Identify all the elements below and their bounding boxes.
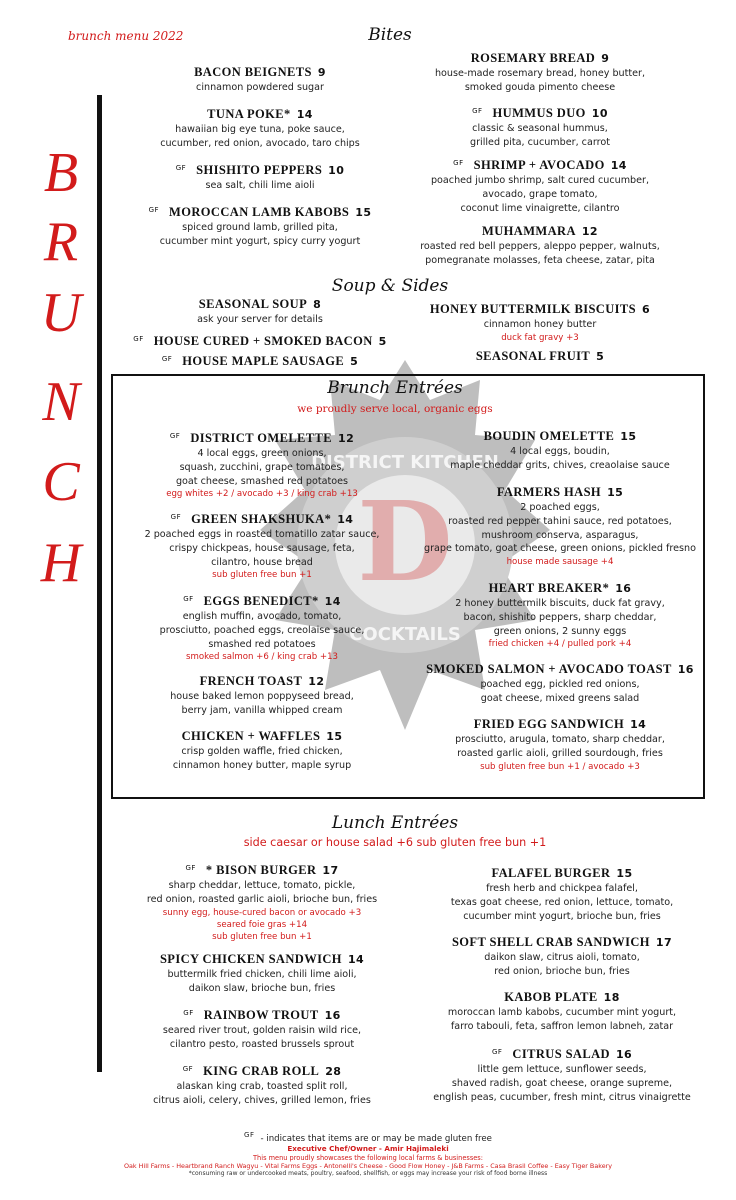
item-price: 15 (326, 730, 343, 743)
item-name: KABOB PLATE (504, 990, 598, 1004)
item-description: cinnamon honey butter (483, 319, 597, 330)
menu-item (110, 331, 410, 350)
item-description: house baked lemon poppyseed bread, (170, 691, 354, 702)
menu-item (112, 860, 412, 943)
item-description: crisp golden waffle, fried chicken, (181, 746, 343, 757)
item-price: 15 (355, 206, 372, 219)
item-description: squash, zucchini, grape tomatoes, (179, 461, 345, 473)
item-description: 2 honey buttermilk biscuits, duck fat gravy, (455, 598, 665, 609)
item-description: cilantro, house bread (211, 556, 313, 568)
menu-item (412, 989, 712, 1034)
item-description: daikon slaw, brioche bun, fries (188, 982, 336, 994)
item-price: 5 (378, 335, 387, 348)
farms-intro: This menu proudly showcases the following local farms & businesses: (253, 1154, 483, 1162)
item-description: classic & seasonal hummus, (472, 123, 608, 134)
side-letter: R (43, 211, 79, 273)
item-price: 16 (677, 663, 694, 676)
item-name-line (410, 716, 710, 733)
item-description: 2 poached eggs in roasted tomatillo zatar sauce, (144, 529, 380, 540)
item-description: crispy chickpeas, house sausage, feta, (169, 542, 355, 554)
item-addon: fried chicken +4 / pulled pork +4 (488, 639, 632, 650)
lunch-note: side caesar or house salad +6 sub gluten free bun +1 (243, 836, 547, 849)
farms-list: Oak Hill Farms - Heartbrand Ranch Wagyu - Vital Farms Eggs - Antonelli's Cheese - Good Flow Honey - J&B Farms - Casa Brasil Coffee - Easy Tiger Bakery (123, 1162, 613, 1170)
item-name-line (112, 728, 412, 745)
item-name-line (410, 484, 710, 501)
menu-item (412, 1044, 712, 1104)
item-price: 14 (630, 718, 647, 731)
item-price: 14 (337, 513, 354, 526)
item-name-line (110, 351, 410, 370)
item-price: 6 (642, 303, 651, 316)
item-description: red onion, roasted garlic aioli, brioche bun, fries (146, 893, 378, 905)
item-description: prosciutto, poached eggs, creolaise sauce, (159, 624, 365, 636)
item-addon: smoked salmon +6 / king crab +13 (185, 652, 339, 663)
gf-marker: GF (185, 864, 196, 872)
menu-item (112, 1061, 412, 1108)
item-name: CHICKEN + WAFFLES (181, 729, 321, 743)
item-name-line (412, 989, 712, 1006)
item-name: MOROCCAN LAMB KABOBS (169, 205, 350, 219)
logo-bottom-text: COCKTAILS (349, 624, 461, 645)
item-description: spiced ground lamb, grilled pita, (182, 222, 338, 233)
menu-item (410, 580, 710, 650)
menu-item (112, 428, 412, 500)
item-price: 18 (603, 991, 620, 1004)
item-price: 14 (347, 953, 365, 966)
menu-item (390, 155, 690, 215)
item-name-line (112, 673, 412, 690)
item-description: cucumber, red onion, avocado, taro chips (160, 137, 360, 149)
item-name: RAINBOW TROUT (203, 1008, 319, 1022)
menu-item (412, 934, 712, 979)
item-name-line (390, 301, 690, 318)
menu-item (110, 106, 410, 151)
item-description: alaskan king crab, toasted split roll, (176, 1081, 348, 1092)
item-name-line (412, 865, 712, 882)
item-name: SMOKED SALMON + AVOCADO TOAST (426, 662, 672, 676)
menu-item (110, 296, 410, 327)
item-description: fresh herb and chickpea falafel, (486, 883, 638, 894)
item-description: avocado, grape tomato, (482, 188, 598, 200)
gf-marker: GF (170, 513, 182, 521)
item-addon: sunny egg, house-cured bacon or avocado +3 (162, 907, 362, 918)
item-description: 4 local eggs, boudin, (510, 446, 610, 457)
menu-item (110, 64, 410, 95)
menu-item (390, 301, 690, 344)
item-name: * BISON BURGER (205, 863, 317, 877)
item-name: SHISHITO PEPPERS (196, 163, 323, 177)
item-name-line (112, 509, 412, 528)
item-name: FRENCH TOAST (199, 674, 303, 688)
side-letter: B (43, 142, 79, 204)
item-name: BACON BEIGNETS (194, 65, 312, 79)
item-addon: sub gluten free bun +1 (212, 931, 312, 942)
gf-marker: GF (244, 1131, 255, 1139)
menu-item (410, 716, 710, 773)
item-price: 15 (620, 430, 637, 443)
item-name: TUNA POKE* (207, 107, 291, 121)
item-description: 2 poached eggs, (520, 502, 600, 513)
item-price: 15 (607, 486, 624, 499)
item-name-line (112, 591, 412, 610)
item-price: 9 (601, 52, 610, 65)
side-letter: U (40, 282, 82, 344)
item-price: 14 (324, 595, 341, 608)
item-addon: duck fat gravy +3 (501, 332, 579, 343)
item-price: 8 (313, 298, 322, 311)
item-description: berry jam, vanilla whipped cream (181, 704, 343, 716)
item-description: prosciutto, arugula, tomato, sharp cheddar, (455, 734, 665, 745)
item-description: farro tabouli, feta, saffron lemon labneh, zatar (450, 1020, 674, 1032)
item-description: grilled pita, cucumber, carrot (470, 136, 610, 148)
gf-marker: GF (453, 159, 464, 167)
item-description: english muffin, avocado, tomato, (182, 611, 342, 622)
item-price: 16 (324, 1009, 341, 1022)
item-price: 14 (296, 108, 313, 121)
item-description: little gem lettuce, sunflower seeds, (477, 1064, 647, 1075)
logo-letter: D (357, 477, 453, 606)
item-name-line (412, 934, 712, 951)
item-description: seared river trout, golden raisin wild rice, (162, 1025, 362, 1036)
item-price: 12 (581, 225, 598, 238)
item-price: 10 (328, 164, 345, 177)
item-name: SHRIMP + AVOCADO (473, 158, 605, 172)
item-name: GREEN SHAKSHUKA* (191, 512, 332, 526)
item-name-line (110, 331, 410, 350)
item-name: MUHAMMARA (482, 224, 576, 238)
chef-credit: Executive Chef/Owner - Amir Hajimaleki (287, 1144, 449, 1153)
side-letter: N (42, 371, 80, 433)
item-name: DISTRICT OMELETTE (190, 431, 333, 445)
item-name-line (110, 202, 410, 221)
gf-marker: GF (161, 355, 173, 363)
menu-item (112, 591, 412, 663)
item-description: roasted red bell peppers, aleppo pepper, walnuts, (420, 241, 660, 252)
menu-item (410, 661, 710, 706)
menu-item (410, 428, 710, 473)
menu-item (390, 223, 690, 268)
side-letter: H (40, 532, 82, 594)
item-name-line (110, 106, 410, 123)
item-price: 5 (596, 350, 605, 363)
item-addon: egg whites +2 / avocado +3 / king crab +13 (166, 489, 358, 500)
item-name-line (390, 223, 690, 240)
item-price: 16 (615, 582, 632, 595)
gf-marker: GF (472, 107, 483, 115)
item-name: SEASONAL FRUIT (475, 349, 591, 363)
item-name: SOFT SHELL CRAB SANDWICH (451, 935, 650, 949)
item-description: ask your server for details (197, 314, 323, 325)
menu-item (112, 728, 412, 773)
section-heading-brunch-entrees: Brunch Entrées (327, 378, 463, 398)
item-description: english peas, cucumber, fresh mint, citrus vinaigrette (433, 1091, 691, 1103)
menu-item (412, 865, 712, 923)
item-name-line (410, 580, 710, 597)
item-price: 9 (317, 66, 326, 79)
item-description: roasted red pepper tahini sauce, red potatoes, (448, 515, 672, 527)
item-description: mushroom conserva, asparagus, (481, 529, 639, 541)
gf-legend (0, 1131, 736, 1144)
item-description: cucumber mint yogurt, brioche bun, fries (463, 910, 661, 922)
item-description: goat cheese, mixed greens salad (480, 692, 640, 704)
item-addon: seared foie gras +14 (216, 919, 308, 930)
section-heading-lunch-entrees: Lunch Entrées (331, 813, 459, 833)
item-description: roasted garlic aioli, grilled sourdough, fries (457, 747, 663, 759)
item-description: cilantro pesto, roasted brussels sprout (169, 1038, 355, 1050)
item-name-line (112, 860, 412, 879)
item-price: 17 (322, 864, 339, 877)
item-description: buttermilk fried chicken, chili lime aioli, (167, 969, 357, 980)
item-description: grape tomato, goat cheese, green onions, pickled fresno (423, 543, 697, 555)
item-price: 10 (591, 107, 608, 120)
item-name: HOUSE CURED + SMOKED BACON (153, 334, 373, 348)
item-description: goat cheese, smashed red potatoes (175, 475, 349, 487)
menu-item (390, 103, 690, 150)
item-addon: sub gluten free bun +1 (212, 570, 312, 581)
item-name-line (112, 951, 412, 968)
gf-marker: GF (183, 1009, 194, 1017)
item-description: smoked gouda pimento cheese (464, 81, 616, 93)
item-name-line (410, 661, 710, 678)
item-description: daikon slaw, citrus aioli, tomato, (484, 952, 640, 963)
item-name-line (112, 428, 412, 447)
vertical-rule (97, 95, 102, 1072)
item-name: EGGS BENEDICT* (203, 594, 319, 608)
item-description: cinnamon honey butter, maple syrup (172, 759, 352, 771)
gf-marker: GF (175, 164, 187, 172)
menu-item (112, 509, 412, 581)
item-name: CITRUS SALAD (512, 1047, 610, 1061)
brunch-note: we proudly serve local, organic eggs (297, 403, 493, 415)
item-name-line (390, 155, 690, 174)
item-name-line (110, 296, 410, 313)
item-price: 14 (610, 159, 627, 172)
item-description: maple cheddar grits, chives, creaolaise sauce (450, 459, 670, 471)
item-price: 12 (308, 675, 325, 688)
food-safety-warning: *consuming raw or undercooked meats, poultry, seafood, shellfish, or eggs may increase your risk of food borne illness (188, 1170, 548, 1177)
section-heading-bites: Bites (368, 25, 412, 45)
gf-marker: GF (148, 206, 160, 214)
item-name: SPICY CHICKEN SANDWICH (159, 952, 342, 966)
logo-top-text: DISTRICT KITCHEN (311, 452, 499, 473)
item-price: 5 (350, 355, 359, 368)
item-name: FALAFEL BURGER (491, 866, 611, 880)
item-description: poached egg, pickled red onions, (480, 679, 640, 690)
item-name-line (390, 50, 690, 67)
item-description: sea salt, chili lime aioli (205, 180, 315, 191)
menu-item (110, 202, 410, 249)
item-description: green onions, 2 sunny eggs (493, 625, 627, 637)
item-name-line (112, 1005, 412, 1024)
menu-item (110, 160, 410, 193)
item-description: cinnamon powdered sugar (196, 82, 324, 93)
item-name: FARMERS HASH (496, 485, 602, 499)
item-description: red onion, brioche bun, fries (494, 965, 630, 977)
gf-marker: GF (491, 1048, 503, 1056)
item-name: BOUDIN OMELETTE (483, 429, 615, 443)
item-name-line (112, 1061, 412, 1080)
item-description: house-made rosemary bread, honey butter, (434, 68, 646, 79)
item-name: HUMMUS DUO (492, 106, 586, 120)
menu-item (112, 673, 412, 718)
item-name-line (390, 103, 690, 122)
item-name-line (410, 428, 710, 445)
item-description: citrus aioli, celery, chives, grilled lemon, fries (153, 1094, 371, 1106)
menu-item (390, 50, 690, 95)
gf-marker: GF (183, 595, 194, 603)
menu-item (410, 484, 710, 568)
item-price: 12 (338, 432, 355, 445)
item-price: 15 (616, 867, 633, 880)
item-description: coconut lime vinaigrette, cilantro (460, 202, 620, 214)
item-description: sharp cheddar, lettuce, tomato, pickle, (168, 880, 356, 891)
item-description: hawaiian big eye tuna, poke sauce, (175, 124, 345, 135)
section-heading-soup-sides: Soup & Sides (331, 276, 449, 296)
menu-title: brunch menu 2022 (68, 29, 184, 43)
item-name-line (110, 160, 410, 179)
item-price: 28 (325, 1065, 342, 1078)
item-name: HOUSE MAPLE SAUSAGE (182, 354, 345, 368)
item-description: shaved radish, goat cheese, orange supreme, (451, 1077, 673, 1089)
gf-marker: GF (133, 335, 144, 343)
item-name-line (390, 348, 690, 365)
item-description: 4 local eggs, green onions, (197, 448, 327, 459)
menu-item (112, 1005, 412, 1052)
gf-marker: GF (182, 1065, 194, 1073)
item-name: HONEY BUTTERMILK BISCUITS (429, 302, 637, 316)
item-price: 16 (615, 1048, 633, 1061)
item-name: KING CRAB ROLL (203, 1064, 320, 1078)
item-description: poached jumbo shrimp, salt cured cucumber, (430, 175, 650, 186)
item-name: ROSEMARY BREAD (470, 51, 596, 65)
item-name: FRIED EGG SANDWICH (473, 717, 625, 731)
item-description: smashed red potatoes (208, 638, 316, 650)
item-price: 17 (655, 936, 673, 949)
item-addon: sub gluten free bun +1 / avocado +3 (480, 761, 640, 772)
menu-item (390, 348, 690, 365)
item-description: pomegranate molasses, feta cheese, zatar, pita (425, 254, 655, 266)
item-name-line (412, 1044, 712, 1063)
gf-marker: GF (169, 432, 181, 440)
gf-note: - indicates that items are or may be made gluten free (260, 1134, 492, 1144)
item-description: cucumber mint yogurt, spicy curry yogurt (159, 235, 361, 247)
side-letter: C (42, 451, 80, 513)
item-name: HEART BREAKER* (488, 581, 610, 595)
item-name-line (110, 64, 410, 81)
item-name: SEASONAL SOUP (198, 297, 308, 311)
item-description: moroccan lamb kabobs, cucumber mint yogurt, (447, 1007, 677, 1018)
menu-item (112, 951, 412, 996)
item-addon: house made sausage +4 (506, 557, 614, 568)
menu-item (110, 351, 410, 370)
item-description: bacon, shishito peppers, sharp cheddar, (463, 611, 657, 623)
item-description: texas goat cheese, red onion, lettuce, tomato, (450, 896, 674, 908)
